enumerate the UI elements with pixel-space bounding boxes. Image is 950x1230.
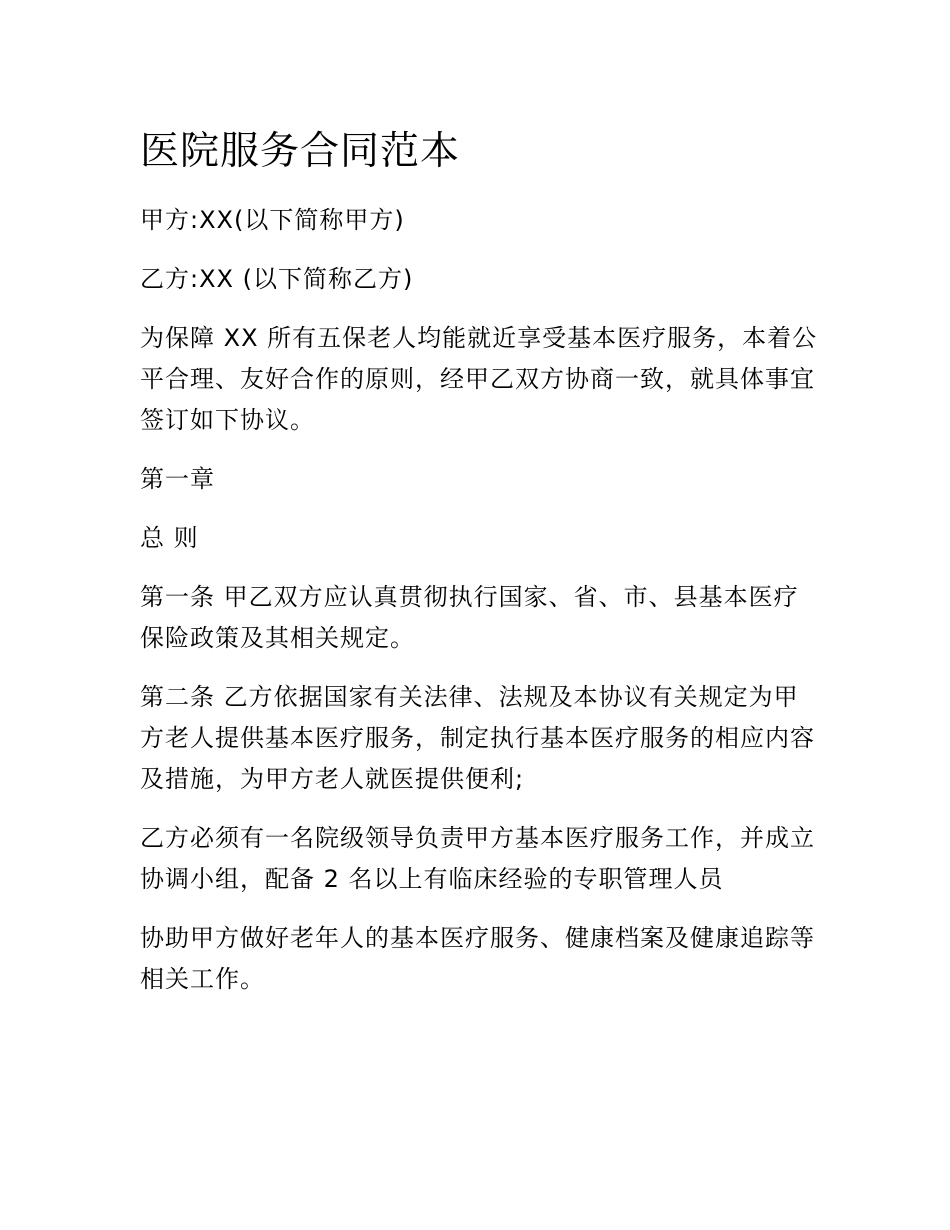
chapter-heading: 第一章	[140, 465, 215, 493]
document-body	[140, 126, 820, 1018]
article-2: 第二条 乙方依据国家有关法律、法规及本协议有关规定为甲方老人提供基本医疗服务，制定执行基本医疗服务的相应内容及措施，为甲方老人就医提供便利;	[140, 683, 815, 793]
paragraph-4: 协助甲方做好老年人的基本医疗服务、健康档案及健康追踪等相关工作。	[140, 924, 815, 993]
paragraph-3: 乙方必须有一名院级领导负责甲方基本医疗服务工作，并成立协调小组，配备 2 名以上有临床经验的专职管理人员	[140, 824, 815, 893]
article-1: 第一条 甲乙双方应认真贯彻执行国家、省、市、县基本医疗保险政策及其相关规定。	[140, 583, 799, 652]
preamble-paragraph: 为保障 XX 所有五保老人均能就近享受基本医疗服务，本着公平合理、友好合作的原则，经甲乙双方协商一致，就具体事宜签订如下协议。	[140, 324, 818, 434]
document-title: 医院服务合同范本	[140, 129, 461, 174]
party-a: 甲方:XX(以下简称甲方)	[140, 206, 405, 234]
party-b: 乙方:XX (以下简称乙方)	[140, 265, 414, 293]
chapter-title: 总 则	[140, 524, 199, 552]
